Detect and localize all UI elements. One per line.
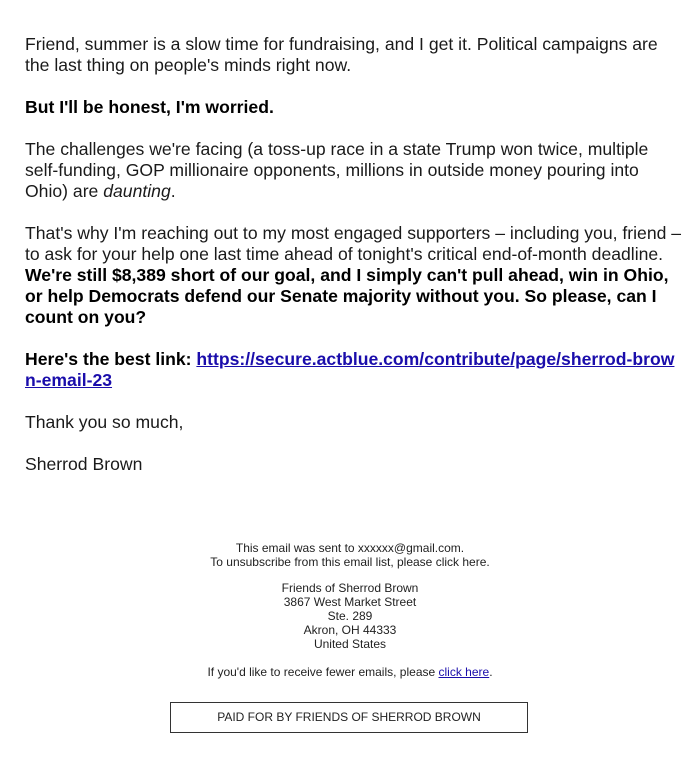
link-label: Here's the best link: (25, 349, 197, 369)
fewer-prefix: If you'd like to receive fewer emails, please (207, 665, 439, 679)
challenges-text: The challenges we're facing (a toss-up race in a state Trump won twice, multiple self-funding, GOP millionaire opponents, millions in outside money pouring into Ohio) are (25, 139, 649, 201)
paragraph-challenges (25, 139, 685, 202)
unsubscribe-link[interactable]: To unsubscribe from this email list, please click here. (210, 555, 490, 569)
paragraph-link (25, 349, 685, 391)
sent-to-text: This email was sent to xxxxxx@gmail.com. (235, 541, 465, 555)
ask-bold-text: We're still $8,389 short of our goal, and I simply can't pull ahead, win in Ohio, or help Democrats defend our Senate majority without you. So please, can I count on you? (25, 265, 669, 327)
org-name: Friends of Sherrod Brown (281, 581, 419, 595)
address-block (0, 581, 700, 651)
paragraph-worried (25, 97, 685, 118)
street-address: 3867 West Market Street (283, 595, 417, 609)
paragraph-ask (25, 223, 685, 328)
paragraph-intro: Friend, summer is a slow time for fundraising, and I get it. Political campaigns are the last thing on people's minds right now. (25, 34, 658, 75)
fewer-emails-link[interactable]: click here (438, 665, 490, 679)
paragraph-thanks: Thank you so much, (25, 412, 184, 432)
suite: Ste. 289 (327, 609, 373, 623)
challenges-end: . (170, 181, 176, 201)
daunting-text: daunting (103, 181, 171, 201)
paid-for-disclaimer: PAID FOR BY FRIENDS OF SHERROD BROWN (170, 702, 528, 733)
email-footer (0, 541, 700, 679)
country: United States (313, 637, 387, 651)
fewer-suffix: . (489, 665, 493, 679)
worried-text: But I'll be honest, I'm worried. (25, 97, 274, 117)
signature: Sherrod Brown (25, 454, 143, 474)
fewer-emails-text (0, 665, 700, 679)
ask-text: That's why I'm reaching out to my most engaged supporters – including you, friend – to ask for your help one last time ahead of tonight's critical end-of-month deadline. (25, 223, 682, 264)
donate-link[interactable]: https://secure.actblue.com/contribute/page/sherrod-brown-email-23 (25, 349, 675, 390)
city-state-zip: Akron, OH 44333 (303, 623, 397, 637)
email-body (25, 34, 685, 496)
